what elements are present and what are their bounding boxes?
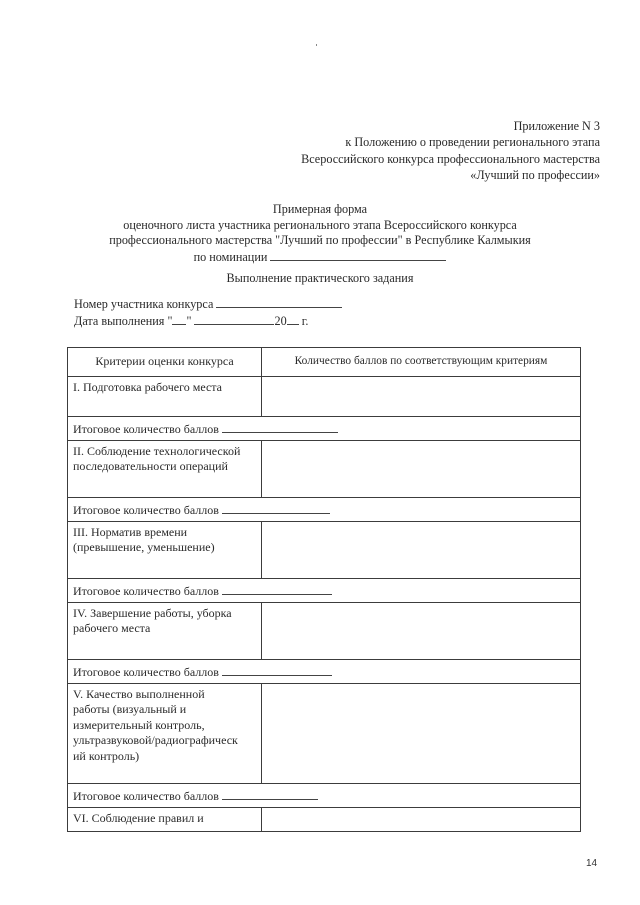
header-criteria: Критерии оценки конкурса	[68, 348, 262, 377]
criterion-row	[68, 522, 581, 579]
criterion-label: II. Соблюдение технологической последовательности операций	[68, 441, 262, 498]
section-heading: Выполнение практического задания	[226, 271, 414, 285]
criterion-label: III. Норматив времени (превышение, уменьшение)	[68, 522, 262, 579]
appendix-header	[301, 118, 600, 184]
title-line-3: профессионального мастерства "Лучший по профессии" в Республике Калмыкия	[109, 233, 531, 248]
date-suffix: г.	[298, 313, 309, 328]
participant-row	[74, 296, 342, 313]
total-row	[68, 660, 581, 684]
total-label: Итоговое количество баллов	[73, 789, 219, 803]
points-cell[interactable]	[262, 603, 581, 660]
total-label: Итоговое количество баллов	[73, 422, 219, 436]
total-label: Итоговое количество баллов	[73, 665, 219, 679]
criterion-label: V. Качество выполненной работы (визуальный и измерительный контроль, ультразвуковой/радиографическ ий контроль)	[68, 684, 262, 784]
total-cell	[68, 784, 581, 808]
appendix-ref: к Положению о проведении регионального этапа	[345, 135, 600, 150]
participant-blank[interactable]	[216, 296, 342, 308]
criterion-label: I. Подготовка рабочего места	[68, 377, 262, 417]
criterion-row	[68, 684, 581, 784]
title-line-1: Примерная форма	[272, 202, 368, 216]
date-row	[74, 313, 342, 330]
appendix-contest-name: «Лучший по профессии»	[470, 168, 600, 183]
date-day-blank[interactable]	[172, 313, 186, 325]
criterion-row	[68, 441, 581, 498]
total-blank[interactable]	[222, 502, 330, 514]
total-label: Итоговое количество баллов	[73, 584, 219, 598]
total-label: Итоговое количество баллов	[73, 503, 219, 517]
total-row	[68, 417, 581, 441]
total-row	[68, 498, 581, 522]
appendix-contest: Всероссийского конкурса профессионального мастерства	[301, 151, 600, 166]
criterion-row	[68, 377, 581, 417]
criterion-label: VI. Соблюдение правил и	[68, 808, 262, 832]
total-blank[interactable]	[222, 664, 332, 676]
date-year-blank[interactable]	[287, 313, 299, 325]
nomination-label: по номинации	[193, 249, 268, 264]
form-title	[0, 202, 640, 265]
date-quote: "	[186, 313, 192, 328]
total-cell	[68, 417, 581, 441]
scan-dot	[316, 44, 317, 46]
form-fields	[74, 296, 342, 329]
total-cell	[68, 660, 581, 684]
nomination-row	[0, 249, 640, 266]
total-row	[68, 579, 581, 603]
page-number: 14	[586, 858, 598, 869]
nomination-blank[interactable]	[270, 249, 446, 261]
criteria-table	[67, 347, 581, 832]
total-blank[interactable]	[222, 788, 318, 800]
criterion-row	[68, 603, 581, 660]
date-label: Дата выполнения "	[74, 313, 173, 328]
total-blank[interactable]	[222, 583, 332, 595]
criterion-label: IV. Завершение работы, уборка рабочего места	[68, 603, 262, 660]
total-blank[interactable]	[222, 421, 338, 433]
appendix-number: Приложение N 3	[513, 119, 600, 133]
criterion-row	[68, 808, 581, 832]
table-header	[68, 348, 581, 377]
participant-label: Номер участника конкурса	[74, 297, 214, 311]
points-cell[interactable]	[262, 808, 581, 832]
total-row	[68, 784, 581, 808]
points-cell[interactable]	[262, 441, 581, 498]
date-month-blank[interactable]	[194, 313, 274, 325]
total-cell	[68, 579, 581, 603]
header-points: Количество баллов по соответствующим критериям	[262, 348, 581, 377]
points-cell[interactable]	[262, 522, 581, 579]
total-cell	[68, 498, 581, 522]
title-line-2: оценочного листа участника регионального этапа Всероссийского конкурса	[123, 217, 517, 232]
points-cell[interactable]	[262, 377, 581, 417]
date-year-prefix: 20	[274, 313, 287, 328]
points-cell[interactable]	[262, 684, 581, 784]
